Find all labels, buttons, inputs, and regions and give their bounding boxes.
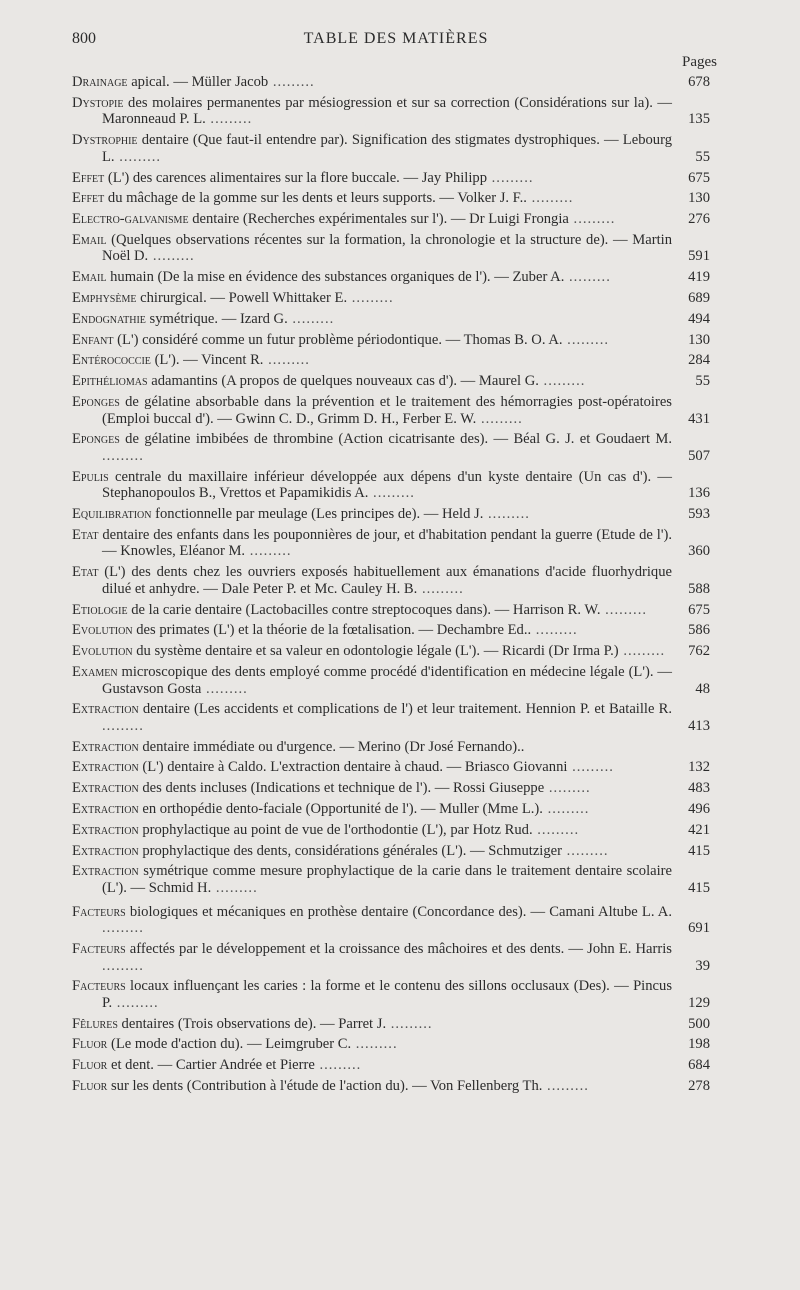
- leader-dots: .........: [531, 622, 578, 639]
- toc-entry: [72, 352, 710, 369]
- entry-page-number: 675: [688, 601, 710, 618]
- entry-text: [72, 1078, 710, 1095]
- entry-page-number: 689: [688, 290, 710, 307]
- toc-entry: [72, 1078, 710, 1095]
- leader-dots: .........: [268, 74, 315, 90]
- entry-text: [72, 352, 710, 369]
- toc-entry: [72, 843, 710, 860]
- entry-page-number: 415: [688, 842, 710, 859]
- entry-text: [72, 701, 710, 734]
- entry-page-number: 500: [688, 1015, 710, 1032]
- toc-entry: [72, 863, 710, 896]
- leader-dots: .........: [542, 801, 590, 818]
- entry-page-number: 421: [688, 821, 710, 838]
- entry-description: des primates (L') et la théorie de la fœtalisation. — Dechambre Ed..: [132, 622, 532, 639]
- toc-entry: [72, 527, 710, 560]
- pages-column-label: Pages: [682, 54, 717, 70]
- entry-headword: Evolution: [72, 622, 133, 639]
- leader-dots: .........: [114, 148, 162, 165]
- toc-entry: [72, 759, 710, 776]
- entry-headword: Emphysème: [72, 290, 137, 307]
- entry-description: dentaire immédiate ou d'urgence. — Merino (Dr José Fernando)..: [138, 738, 525, 755]
- leader-dots: .........: [314, 1057, 362, 1074]
- leader-dots: .........: [368, 485, 415, 502]
- entry-headword: Email: [72, 269, 107, 286]
- entry-page-number: 135: [688, 111, 710, 128]
- entry-description: et dent. — Cartier Andrée et Pierre: [107, 1057, 315, 1074]
- toc-entry: [72, 132, 710, 165]
- leader-dots: .........: [476, 410, 523, 427]
- entry-headword: Eponges: [72, 431, 120, 448]
- entry-page-number: 419: [688, 269, 710, 286]
- entry-text: [72, 431, 710, 464]
- entry-page-number: 278: [688, 1078, 710, 1095]
- leader-dots: .........: [245, 543, 292, 560]
- entry-headword: Extraction: [72, 759, 139, 776]
- entry-description: centrale du maxillaire inférieur développée aux dépens d'un kyste dentaire (Un cas d'). — Stephanopoulos B., Vrettos et Papamikidis A.: [102, 468, 672, 502]
- entry-page-number: 586: [688, 622, 710, 639]
- entry-headword: Entérococcie: [72, 352, 151, 369]
- entry-page-number: 483: [688, 780, 710, 797]
- toc-entry: [72, 269, 710, 286]
- entry-headword: Endognathie: [72, 310, 146, 327]
- entry-description: dentaire (Les accidents et complications de l') et leur traitement. Hennion P. et Bataille R.: [138, 701, 672, 718]
- toc-entry: [72, 978, 710, 1011]
- entry-page-number: 588: [688, 580, 710, 597]
- entry-text: [72, 863, 710, 896]
- entry-page-number: 675: [688, 169, 710, 186]
- leader-dots: .........: [102, 447, 144, 464]
- entry-headword: Equilibration: [72, 506, 152, 523]
- entry-text: [72, 904, 710, 937]
- entry-description: des molaires permanentes par mésiogression et sur sa correction (Considérations sur la). — Maronneaud P. L.: [102, 94, 672, 128]
- toc-entry: [72, 506, 710, 523]
- toc-entry: [72, 469, 710, 502]
- leader-dots: .........: [211, 879, 258, 896]
- toc-entry: [72, 664, 710, 697]
- toc-entry: [72, 170, 710, 187]
- leader-dots: .........: [564, 269, 611, 286]
- page-header: [72, 30, 720, 56]
- entry-description: de gélatine imbibées de thrombine (Action cicatrisante des). — Béal G. J. et Goudaert M.: [119, 431, 672, 448]
- toc-entry: [72, 941, 710, 974]
- entry-description: affectés par le développement et la croissance des mâchoires et des dents. — John E. Harris: [125, 940, 672, 957]
- entry-page-number: 276: [688, 211, 710, 228]
- entry-headword: Extraction: [72, 738, 139, 755]
- entry-text: [72, 311, 710, 328]
- entry-text: [72, 506, 710, 523]
- entry-page-number: 360: [688, 543, 710, 560]
- entry-headword: Fluor: [72, 1036, 108, 1053]
- entry-text: [72, 469, 710, 502]
- entry-description: du système dentaire et sa valeur en odontologie légale (L'). — Ricardi (Dr Irma P.): [132, 643, 619, 660]
- entry-text: [72, 269, 710, 286]
- entry-headword: Epithéliomas: [72, 373, 148, 390]
- entry-headword: Examen: [72, 663, 118, 680]
- entry-text: [72, 941, 710, 974]
- toc-entry: [72, 232, 710, 265]
- toc-entry: [72, 643, 710, 660]
- entry-description: (L') dentaire à Caldo. L'extraction dentaire à chaud. — Briasco Giovanni: [138, 759, 568, 776]
- entry-description: apical. — Müller Jacob: [127, 74, 269, 90]
- entry-headword: Extraction: [72, 821, 139, 838]
- entry-headword: Dystrophie: [72, 132, 138, 149]
- entry-description: prophylactique des dents, considérations générales (L'). — Schmutziger: [138, 842, 562, 859]
- entry-text: [72, 373, 710, 390]
- entry-page-number: 136: [688, 485, 710, 502]
- entry-description: locaux influençant les caries : la forme et le contenu des sillons occlusaux (Des). — Pincus P.: [102, 978, 672, 1011]
- toc-entry: [72, 602, 710, 619]
- toc-entry: [72, 1016, 710, 1033]
- entry-page-number: 591: [688, 248, 710, 265]
- entry-headword: Etat: [72, 564, 99, 581]
- leader-dots: .........: [538, 373, 586, 390]
- leader-dots: .........: [600, 601, 647, 618]
- entry-text: [72, 132, 710, 165]
- toc-entry: [72, 701, 710, 734]
- entry-page-number: 55: [695, 148, 710, 165]
- leader-dots: .........: [618, 643, 666, 660]
- entry-description: (L') des carences alimentaires sur la flore buccale. — Jay Philipp: [104, 169, 487, 186]
- entry-text: [72, 780, 710, 797]
- entry-headword: Facteurs: [72, 940, 126, 957]
- toc-entry: [72, 1036, 710, 1053]
- entry-page-number: 496: [688, 801, 710, 818]
- entry-text: [72, 843, 710, 860]
- entry-text: [72, 564, 710, 597]
- entry-text: [72, 170, 710, 187]
- leader-dots: .........: [483, 506, 530, 523]
- entry-page-number: 415: [688, 879, 710, 896]
- leader-dots: .........: [526, 190, 574, 207]
- entry-description: sur les dents (Contribution à l'étude de l'action du). — Von Fellenberg Th.: [107, 1078, 543, 1095]
- leader-dots: .........: [568, 211, 616, 228]
- entry-text: [72, 1036, 710, 1053]
- entry-headword: Extraction: [72, 701, 139, 718]
- entry-text: [72, 978, 710, 1011]
- entry-text: [72, 1016, 710, 1033]
- entry-text: [72, 602, 710, 619]
- entry-headword: Drainage: [72, 74, 128, 90]
- entry-description: humain (De la mise en évidence des substances organiques de l'). — Zuber A.: [106, 269, 565, 286]
- entry-description: fonctionnelle par meulage (Les principes de). — Held J.: [151, 506, 484, 523]
- entry-text: [72, 74, 710, 91]
- entry-text: [72, 95, 710, 128]
- entry-headword: Epulis: [72, 468, 109, 485]
- entry-text: [72, 739, 710, 756]
- leader-dots: .........: [487, 169, 534, 186]
- leader-dots: .........: [567, 759, 614, 776]
- leader-dots: .........: [263, 352, 310, 369]
- entry-page-number: 762: [688, 643, 710, 660]
- entry-headword: Extraction: [72, 801, 139, 818]
- table-of-contents: [72, 74, 710, 1099]
- running-title: TABLE DES MATIÈRES: [303, 30, 489, 47]
- entry-text: [72, 211, 710, 228]
- leader-dots: .........: [417, 580, 464, 597]
- entry-description: (Quelques observations récentes sur la formation, la chronologie et la structure de). — Martin Noël D.: [102, 231, 672, 265]
- entry-page-number: 507: [688, 447, 710, 464]
- toc-entry: [72, 211, 710, 228]
- leader-dots: .........: [347, 290, 394, 307]
- leader-dots: .........: [351, 1036, 398, 1053]
- entry-headword: Etiologie: [72, 601, 128, 618]
- toc-entry: [72, 822, 710, 839]
- leader-dots: .........: [201, 680, 248, 697]
- toc-entry: [72, 74, 710, 91]
- entry-description: de la carie dentaire (Lactobacilles contre streptocoques dans). — Harrison R. W.: [127, 601, 601, 618]
- leader-dots: .........: [562, 331, 609, 348]
- entry-headword: Extraction: [72, 780, 139, 797]
- entry-description: dentaire (Que faut-il entendre par). Signification des stigmates dystrophiques. — Lebourg L.: [102, 132, 672, 165]
- entry-description: microscopique des dents employé comme procédé d'identification en médecine légale (L'). — Gustavson Gosta: [102, 663, 672, 697]
- entry-headword: Electro-galvanisme: [72, 211, 189, 228]
- leader-dots: .........: [102, 717, 144, 734]
- toc-entry: [72, 290, 710, 307]
- toc-entry: [72, 1057, 710, 1074]
- entry-headword: Evolution: [72, 643, 133, 660]
- entry-description: prophylactique au point de vue de l'orthodontie (L'), par Hotz Rud.: [138, 821, 533, 838]
- entry-text: [72, 801, 710, 818]
- leader-dots: .........: [112, 994, 159, 1011]
- entry-description: adamantins (A propos de quelques nouveaux cas d'). — Maurel G.: [147, 373, 539, 390]
- entry-headword: Effet: [72, 190, 105, 207]
- entry-description: (L'). — Vincent R.: [150, 352, 264, 369]
- entry-page-number: 684: [688, 1057, 710, 1074]
- entry-description: (L') considéré comme un futur problème périodontique. — Thomas B. O. A.: [113, 331, 563, 348]
- toc-entry: [72, 332, 710, 349]
- entry-page-number: 431: [688, 410, 710, 427]
- toc-entry: [72, 190, 710, 207]
- entry-text: [72, 1057, 710, 1074]
- toc-entry: [72, 373, 710, 390]
- entry-text: [72, 232, 710, 265]
- entry-text: [72, 622, 710, 639]
- toc-entry: [72, 780, 710, 797]
- entry-page-number: 413: [688, 717, 710, 734]
- entry-text: [72, 190, 710, 207]
- entry-page-number: 494: [688, 310, 710, 327]
- entry-page-number: 39: [695, 957, 710, 974]
- entry-description: du mâchage de la gomme sur les dents et leurs supports. — Volker J. F..: [104, 190, 527, 207]
- entry-description: dentaire (Recherches expérimentales sur l'). — Dr Luigi Frongia: [188, 211, 569, 228]
- entry-headword: Eponges: [72, 393, 120, 410]
- entry-description: dentaires (Trois observations de). — Parret J.: [117, 1015, 387, 1032]
- entry-description: (Le mode d'action du). — Leimgruber C.: [107, 1036, 352, 1053]
- entry-text: [72, 643, 710, 660]
- entry-page-number: 198: [688, 1036, 710, 1053]
- entry-description: de gélatine absorbable dans la prévention et le traitement des hémorragies post-opératoires (Emploi buccal d'). — Gwinn C. D., Grimm D. H., Ferber E. W.: [102, 393, 672, 427]
- entry-page-number: 55: [695, 373, 710, 390]
- entry-headword: Enfant: [72, 331, 114, 348]
- entry-headword: Facteurs: [72, 903, 126, 920]
- entry-headword: Extraction: [72, 863, 139, 880]
- leader-dots: .........: [102, 920, 144, 937]
- entry-text: [72, 527, 710, 560]
- entry-headword: Dystopie: [72, 94, 124, 111]
- entry-page-number: 691: [688, 920, 710, 937]
- entry-description: dentaire des enfants dans les pouponnières de jour, et d'habitation pendant la guerre (Etude de l'). — Knowles, Eléanor M.: [98, 526, 672, 560]
- leader-dots: .........: [544, 780, 591, 797]
- entry-headword: Etat: [72, 526, 99, 543]
- leader-dots: .........: [542, 1078, 589, 1095]
- toc-entry: [72, 904, 710, 937]
- page-number: 800: [72, 30, 96, 47]
- entry-headword: Extraction: [72, 842, 139, 859]
- entry-page-number: 132: [688, 759, 710, 776]
- entry-text: [72, 759, 710, 776]
- leader-dots: .........: [148, 248, 195, 265]
- entry-headword: Facteurs: [72, 978, 126, 995]
- entry-text: [72, 332, 710, 349]
- entry-description: symétrique. — Izard G.: [145, 310, 288, 327]
- entry-text: [72, 664, 710, 697]
- entry-description: symétrique comme mesure prophylactique de la carie dans le traitement dentaire scolaire (L'). — Schmid H.: [102, 863, 672, 896]
- toc-entry: [72, 622, 710, 639]
- toc-entry: [72, 739, 710, 756]
- entry-page-number: 130: [688, 331, 710, 348]
- leader-dots: .........: [287, 310, 335, 327]
- entry-text: [72, 822, 710, 839]
- entry-headword: Effet: [72, 169, 105, 186]
- entry-text: [72, 290, 710, 307]
- toc-entry: [72, 394, 710, 427]
- entry-description: (L') des dents chez les ouvriers exposés habituellement aux émanations d'acide fluorhydrique dilué et anhydre. — Dale Peter P. et Mc. Cauley H. B.: [98, 564, 672, 597]
- entry-page-number: 129: [688, 994, 710, 1011]
- toc-entry: [72, 431, 710, 464]
- entry-page-number: 130: [688, 190, 710, 207]
- entry-headword: Fluor: [72, 1057, 108, 1074]
- entry-description: des dents incluses (Indications et technique de l'). — Rossi Giuseppe: [138, 780, 545, 797]
- leader-dots: .........: [562, 842, 609, 859]
- toc-entry: [72, 564, 710, 597]
- entry-headword: Fêlures: [72, 1015, 118, 1032]
- entry-page-number: 678: [688, 74, 710, 90]
- leader-dots: .........: [205, 111, 253, 128]
- entry-headword: Fluor: [72, 1078, 108, 1095]
- entry-description: biologiques et mécaniques en prothèse dentaire (Concordance des). — Camani Altube L. A.: [125, 903, 672, 920]
- leader-dots: .........: [532, 821, 580, 838]
- toc-entry: [72, 801, 710, 818]
- toc-entry: [72, 311, 710, 328]
- entry-page-number: 593: [688, 506, 710, 523]
- entry-text: [72, 394, 710, 427]
- leader-dots: .........: [102, 957, 144, 974]
- leader-dots: .........: [386, 1015, 433, 1032]
- entry-description: en orthopédie dento-faciale (Opportunité de l'). — Muller (Mme L.).: [138, 801, 543, 818]
- entry-page-number: 284: [688, 352, 710, 369]
- entry-headword: Email: [72, 231, 107, 248]
- entry-page-number: 48: [695, 680, 710, 697]
- entry-description: chirurgical. — Powell Whittaker E.: [136, 290, 348, 307]
- toc-entry: [72, 95, 710, 128]
